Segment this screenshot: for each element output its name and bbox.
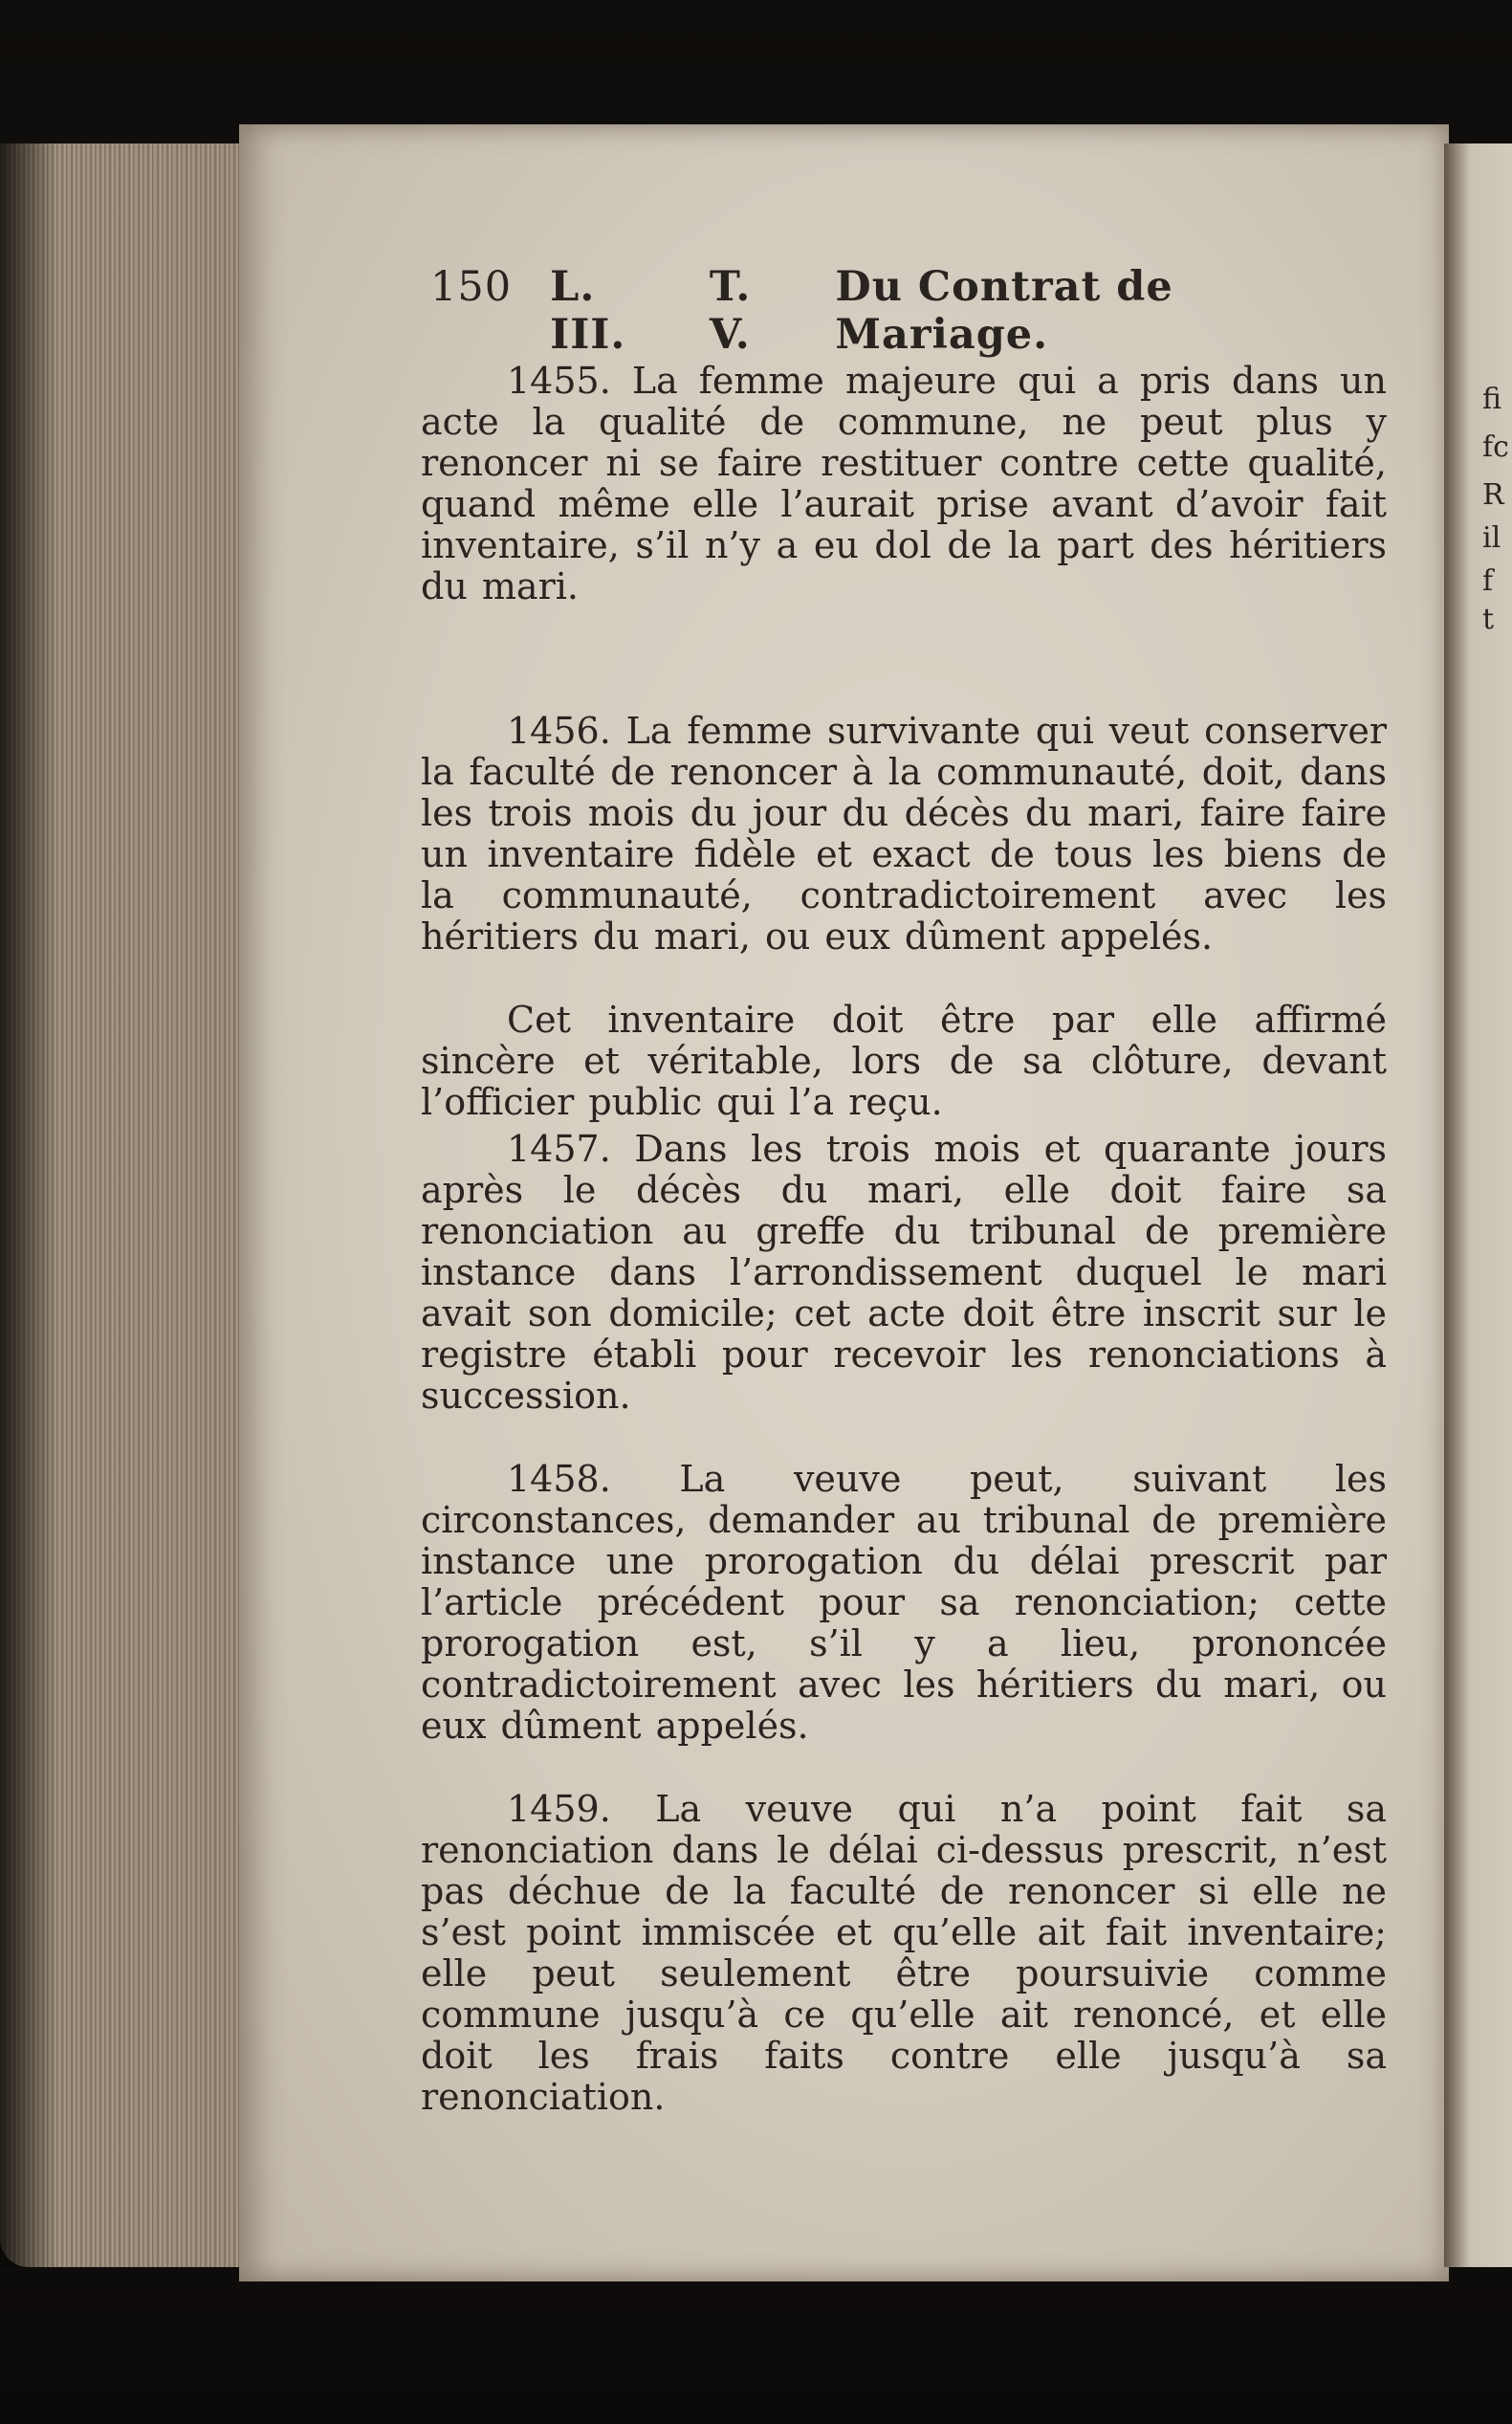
facing-page-glyph: t [1482,603,1495,636]
facing-page-glyph: il [1482,521,1501,555]
article-1458: 1458. La veuve peut, suivant les circonstances, demander au tribunal de première instance une prorogation du délai prescrit par l’article précédent pour sa renonciation; cette prorogation est, s’il y a lieu, prononcée contradictoirement avec les héritiers du mari, ou eux dûment appelés. [421,1458,1387,1747]
header-title-part: T. V. [709,263,752,359]
facing-page-glyph: f [1482,564,1494,598]
facing-page-glyph: fi [1482,383,1502,416]
facing-page-glyph: fc [1482,430,1509,464]
header-book: L. III. [550,263,626,359]
article-1459: 1459. La veuve qui n’a point fait sa renonciation dans le délai ci-dessus prescrit, n’est pas déchue de la faculté de renoncer si elle ne s’est point immiscée et qu’elle ait fait inventaire; elle peut seulement être poursuivie comme commune jusqu’à ce qu’elle ait renoncé, et elle doit les frais faits contre elle jusqu’à sa renonciation. [421,1788,1387,2118]
article-1455: 1455. La femme majeure qui a pris dans un acte la qualité de commune, ne peut plus y renoncer ni se faire restituer contre cette qualité, quand même elle l’aurait prise avant d’avoir fait inventaire, s’il n’y a eu dol de la part des héritiers du mari. [421,360,1387,607]
binding-shadow [0,143,57,2267]
page-number: 150 [430,263,513,311]
running-header [421,263,1387,359]
article-1456: 1456. La femme survivante qui veut conserver la faculté de renoncer à la communauté, doit, dans les trois mois du jour du décès du mari, faire faire un inventaire fidèle et exact de tous les biens de la communauté, contradictoirement avec les héritiers du mari, ou eux dûment appelés. [421,710,1387,958]
article-1456-continuation: Cet inventaire doit être par elle affirmé sincère et véritable, lors de sa clôture, devant l’officier public qui l’a reçu. [421,999,1387,1123]
article-1457: 1457. Dans les trois mois et quarante jours après le décès du mari, elle doit faire sa renonciation au greffe du tribunal de première instance dans l’arrondissement duquel le mari avait son domicile; cet acte doit être inscrit sur le registre établi pour recevoir les renonciations à succession. [421,1128,1387,1417]
header-section-title: Du Contrat de Mariage. [835,263,1173,359]
facing-page-glyph: R [1482,478,1504,512]
page-text [421,263,1387,2118]
